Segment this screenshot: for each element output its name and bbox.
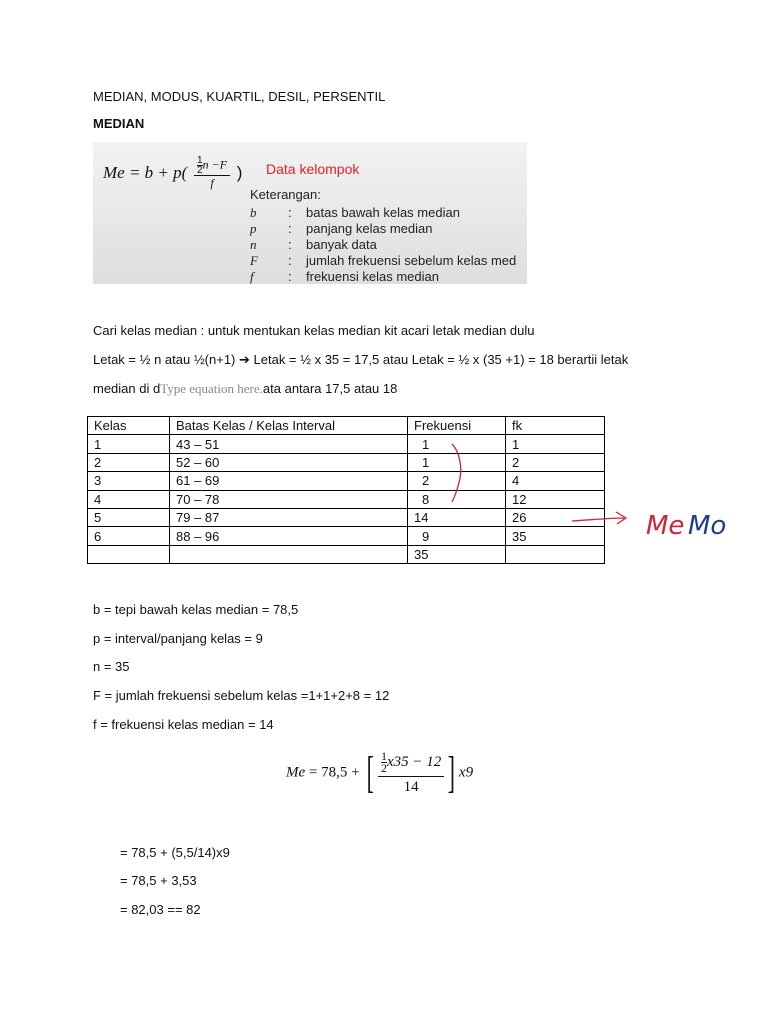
calc-step: = 78,5 + 3,53 [120, 873, 197, 888]
half-den: 2 [197, 165, 203, 176]
def-F: F = jumlah frekuensi sebelum kelas =1+1+2+8 = 12 [93, 688, 390, 703]
half-num: 1 [197, 155, 203, 166]
cell-fk: 2 [506, 453, 605, 471]
cell-frekuensi: 9 [408, 527, 506, 545]
cell-kelas: 5 [88, 508, 170, 526]
header-fk: fk [506, 417, 605, 435]
def-f: f = frekuensi kelas median = 14 [93, 717, 274, 732]
cell-frekuensi: 2 [408, 472, 506, 490]
cell-interval: 61 – 69 [170, 472, 408, 490]
keterangan-row: f : frekuensi kelas median [250, 269, 439, 284]
frac-bottom: f [210, 176, 214, 190]
bracket-annotation-icon [452, 444, 461, 502]
numerator-rest: x35 − 12 [386, 753, 442, 770]
keterangan-row: F : jumlah frekuensi sebelum kelas med [250, 253, 517, 268]
keterangan-row: n : banyak data [250, 237, 377, 252]
me-handwriting: Me [646, 511, 685, 541]
keterangan-row: b : batas bawah kelas median [250, 205, 460, 220]
cell-fk: 4 [506, 472, 605, 490]
calc-step: = 82,03 == 82 [120, 902, 201, 917]
cell-interval: 88 – 96 [170, 527, 408, 545]
median-calculation-formula [286, 748, 473, 798]
cell-frekuensi: 1 [408, 453, 506, 471]
calc-step: = 78,5 + (5,5/14)x9 [120, 845, 230, 860]
cell-interval: 79 – 87 [170, 508, 408, 526]
cell-interval: 52 – 60 [170, 453, 408, 471]
cell-frekuensi: 14 [408, 508, 506, 526]
formula-x9: x9 [458, 764, 474, 781]
arrow-icon: ➔ [239, 352, 250, 367]
keterangan-row: p : panjang kelas median [250, 221, 433, 236]
equation-placeholder[interactable]: Type equation here. [160, 381, 263, 396]
header-batas-kelas: Batas Kelas / Kelas Interval [170, 417, 408, 435]
cell-kelas: 2 [88, 453, 170, 471]
cell-fk: 1 [506, 435, 605, 453]
cell-kelas: 6 [88, 527, 170, 545]
left-bracket: [ [366, 748, 375, 797]
median-di-text: median di d [93, 381, 161, 396]
cell-fk: 12 [506, 490, 605, 508]
half-num: 1 [380, 748, 387, 763]
header-frekuensi: Frekuensi [408, 417, 506, 435]
mo-handwriting: Mo [688, 511, 727, 541]
cell-frekuensi: 8 [408, 490, 506, 508]
formula-eq: = 78,5 + [305, 764, 364, 781]
cell-frekuensi: 1 [408, 435, 506, 453]
cell-fk: 35 [506, 527, 605, 545]
def-n: n = 35 [93, 659, 130, 674]
header-kelas: Kelas [88, 417, 170, 435]
letak-text-b: Letak = ½ x 35 = 17,5 atau Letak = ½ x (35 +1) = 18 berartii letak [249, 352, 629, 367]
formula-lhs: Me = b + p( [103, 162, 188, 182]
formula-close: ) [236, 162, 243, 182]
formula-me: Me [286, 764, 306, 781]
letak-text-a: Letak = ½ n atau ½(n+1) [93, 352, 239, 367]
right-bracket: ] [447, 748, 456, 797]
document-heading: MEDIAN, MODUS, KUARTIL, DESIL, PERSENTIL [93, 89, 386, 104]
def-p: p = interval/panjang kelas = 9 [93, 631, 263, 646]
cell-frekuensi-total: 35 [408, 545, 506, 563]
median-di-text-b: ata antara 17,5 atau 18 [262, 381, 398, 396]
cell-interval: 43 – 51 [170, 435, 408, 453]
cell-kelas: 1 [88, 435, 170, 453]
frac-top-rest: n −F [202, 157, 228, 172]
denominator: 14 [403, 778, 419, 795]
section-heading-median: MEDIAN [93, 116, 145, 131]
half-den: 2 [380, 760, 387, 775]
def-b: b = tepi bawah kelas median = 78,5 [93, 602, 299, 617]
cell-interval: 70 – 78 [170, 490, 408, 508]
data-kelompok-label: Data kelompok [266, 161, 360, 177]
cell-kelas: 3 [88, 472, 170, 490]
cell-fk: 26 [506, 508, 605, 526]
cell-kelas: 4 [88, 490, 170, 508]
formula-fraction [378, 748, 444, 796]
keterangan-label: Keterangan: [250, 187, 321, 202]
paragraph-cari-kelas: Cari kelas median : untuk mentukan kelas median kit acari letak median dulu [93, 323, 535, 338]
arrow-annotation-icon [572, 512, 626, 524]
